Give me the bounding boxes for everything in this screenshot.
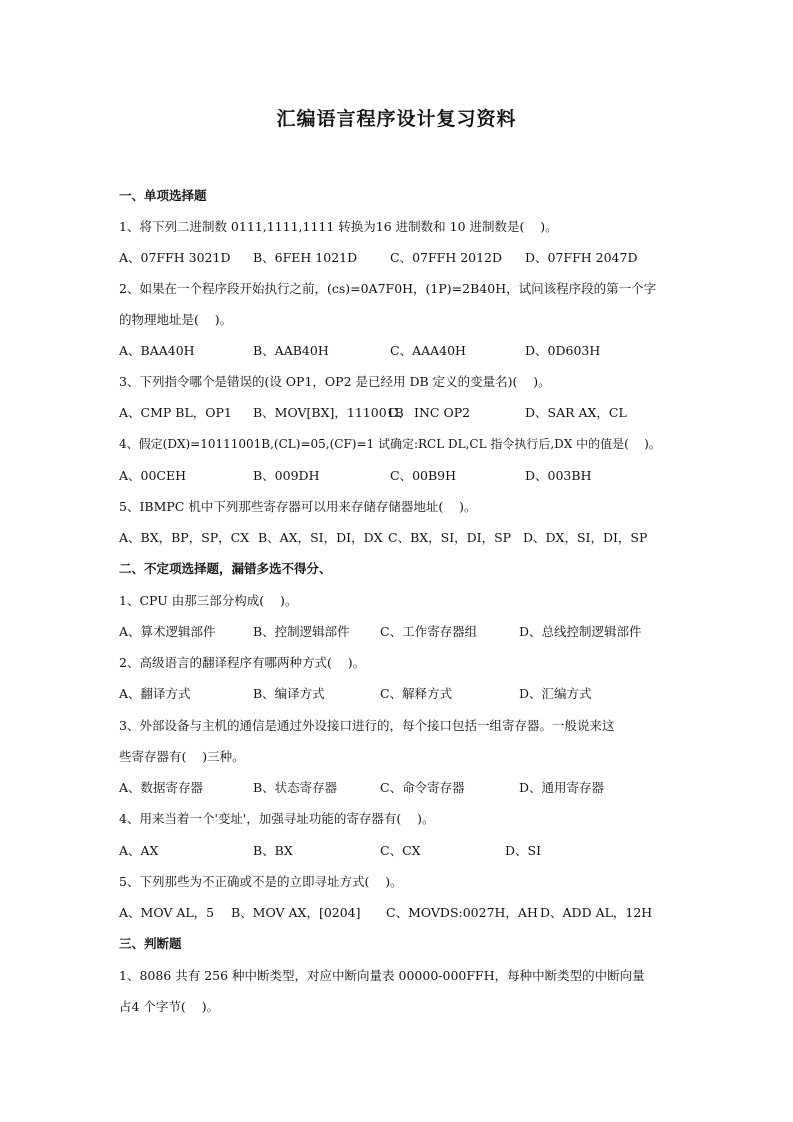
- option-c: C、解释方式: [380, 686, 453, 701]
- option-d: D、通用寄存器: [519, 780, 605, 795]
- option-d: D、ADD AL，12H: [540, 905, 653, 920]
- option-c: C、AAA40H: [390, 343, 466, 358]
- option-a: A、BX，BP，SP，CX: [119, 530, 250, 545]
- option-c: C、BX，SI，DI，SP: [388, 530, 512, 545]
- option-d: D、003BH: [525, 468, 592, 483]
- option-a: A、BAA40H: [119, 343, 195, 358]
- option-c: C、MOVDS:0027H，AH: [386, 905, 538, 920]
- section-heading: 一、单项选择题: [119, 188, 207, 203]
- section-heading: 二、不定项选择题，漏错多选不得分、: [119, 561, 332, 576]
- option-b: B、编译方式: [253, 686, 325, 701]
- option-d: D、汇编方式: [519, 686, 592, 701]
- question-text: 5、下列那些为不正确或不是的立即寻址方式( )。: [119, 874, 403, 889]
- question-text: 1、将下列二进制数 0111,1111,1111 转换为16 进制数和 10 进制数是( )。: [119, 219, 558, 234]
- question-text-cont: 占4 个字节( )。: [119, 999, 220, 1014]
- option-a: A、07FFH 3021D: [119, 250, 231, 265]
- section-heading: 三、判断题: [119, 936, 182, 951]
- option-d: D、总线控制逻辑部件: [519, 624, 642, 639]
- option-c: C、07FFH 2012D: [390, 250, 503, 265]
- question-text: 2、如果在一个程序段开始执行之前，(cs)=0A7F0H，(1P)=2B40H，试问该程序段的第一个字: [119, 281, 657, 296]
- option-c: C、 INC OP2: [388, 405, 471, 420]
- option-c: C、命令寄存器: [380, 780, 465, 795]
- option-a: A、00CEH: [119, 468, 187, 483]
- question-text: 3、外部设备与主机的通信是通过外设接口进行的，每个接口包括一组寄存器。一般说来这: [119, 718, 615, 733]
- question-text-cont: 些寄存器有( )三种。: [119, 749, 245, 764]
- question-text: 1、CPU 由那三部分构成( )。: [119, 593, 298, 608]
- option-a: A、MOV AL，5: [119, 905, 215, 920]
- option-d: D、DX，SI，DI，SP: [523, 530, 648, 545]
- page-title: 汇编语言程序设计复习资料: [276, 108, 517, 130]
- question-text: 1、8086 共有 256 种中断类型，对应中断向量表 00000-000FFH，每种中断类型的中断向量: [119, 968, 645, 983]
- option-c: C、工作寄存器组: [380, 624, 478, 639]
- option-b: B、BX: [253, 843, 293, 858]
- option-a: A、数据寄存器: [119, 780, 204, 795]
- option-a: A、AX: [119, 843, 159, 858]
- question-text: 2、高级语言的翻译程序有哪两种方式( )。: [119, 655, 366, 670]
- option-a: A、CMP BL，OP1: [119, 405, 232, 420]
- option-d: D、SI: [505, 843, 542, 858]
- option-c: C、CX: [380, 843, 421, 858]
- question-text: 4、假定(DX)=10111001B,(CL)=05,(CF)=1 试确定:RCL DL,CL 指令执行后,DX 中的值是( )。: [119, 437, 661, 451]
- option-b: B、AX，SI，DI，DX: [258, 530, 383, 545]
- option-b: B、控制逻辑部件: [253, 624, 350, 639]
- option-b: B、009DH: [253, 468, 320, 483]
- option-b: B、MOV[BX]，111001B: [253, 405, 404, 420]
- option-c: C、00B9H: [390, 468, 457, 483]
- option-b: B、6FEH 1021D: [253, 250, 358, 265]
- option-d: D、07FFH 2047D: [525, 250, 638, 265]
- option-a: A、翻译方式: [119, 686, 191, 701]
- question-text: 5、IBMPC 机中下列那些寄存器可以用来存储存储器地址( )。: [119, 499, 477, 514]
- option-d: D、0D603H: [525, 343, 601, 358]
- option-b: B、状态寄存器: [253, 780, 338, 795]
- option-d: D、SAR AX，CL: [525, 405, 627, 420]
- option-b: B、MOV AX，[0204]: [231, 905, 361, 920]
- option-a: A、算术逻辑部件: [119, 624, 216, 639]
- question-text-cont: 的物理地址是( )。: [119, 312, 233, 327]
- question-text: 4、用来当着一个'变址'，加强寻址功能的寄存器有( )。: [119, 811, 435, 826]
- option-b: B、AAB40H: [253, 343, 329, 358]
- question-text: 3、下列指令哪个是错误的(设 OP1，OP2 是已经用 DB 定义的变量名)( )。: [119, 374, 551, 389]
